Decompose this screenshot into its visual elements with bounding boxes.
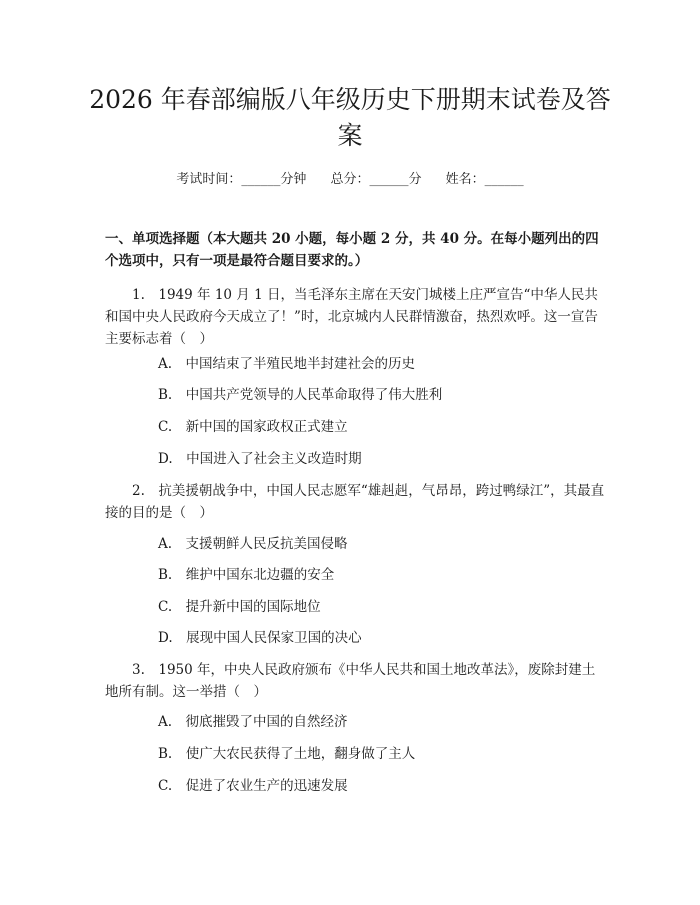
question-1-option-a: A. 中国结束了半殖民地半封建社会的历史 — [158, 356, 416, 372]
question-2-option-d: D. 展现中国人民保家卫国的决心 — [158, 630, 362, 646]
question-2-option-a: A. 支援朝鲜人民反抗美国侵略 — [158, 536, 348, 552]
question-2-option-b: B. 维护中国东北边疆的安全 — [158, 567, 335, 583]
question-3-option-c: C. 促进了农业生产的迅速发展 — [158, 778, 348, 794]
question-3-stem: 3. 1950 年，中央人民政府颁布《中华人民共和国土地改革法》，废除封建土地所有制。这一举措（ ） — [105, 662, 596, 700]
exam-info-line — [0, 168, 700, 187]
question-1-option-c: C. 新中国的国家政权正式建立 — [158, 419, 348, 435]
exam-time-field: 考试时间：______分钟 — [176, 172, 307, 187]
question-1-option-b: B. 中国共产党领导的人民革命取得了伟大胜利 — [158, 387, 443, 403]
question-1-stem: 1. 1949 年 10 月 1 日，当毛泽东主席在天安门城楼上庄严宣告“中华人民共和国中央人民政府今天成立了！”时，北京城内人民群情激奋，热烈欢呼。这一宣告主要标志着（ ） — [105, 287, 598, 347]
question-2-stem: 2. 抗美援朝战争中，中国人民志愿军“雄赳赳，气昂昂，跨过鸭绿江”，其最直接的目的是（ ） — [105, 483, 605, 521]
section-heading: 一、单项选择题（本大题共 20 小题，每小题 2 分，共 40 分。在每小题列出的四个选项中，只有一项是最符合题目要求的。） — [105, 231, 599, 269]
student-name-field: 姓名：______ — [445, 172, 524, 187]
document-title: 2026 年春部编版八年级历史下册期末试卷及答案 — [89, 85, 611, 150]
question-3-option-a: A. 彻底摧毁了中国的自然经济 — [158, 714, 348, 730]
total-score-field: 总分：______分 — [330, 172, 422, 187]
question-2-option-c: C. 提升新中国的国际地位 — [158, 599, 321, 615]
question-1-option-d: D. 中国进入了社会主义改造时期 — [158, 451, 362, 467]
question-3-option-b: B. 使广大农民获得了土地，翻身做了主人 — [158, 746, 416, 762]
